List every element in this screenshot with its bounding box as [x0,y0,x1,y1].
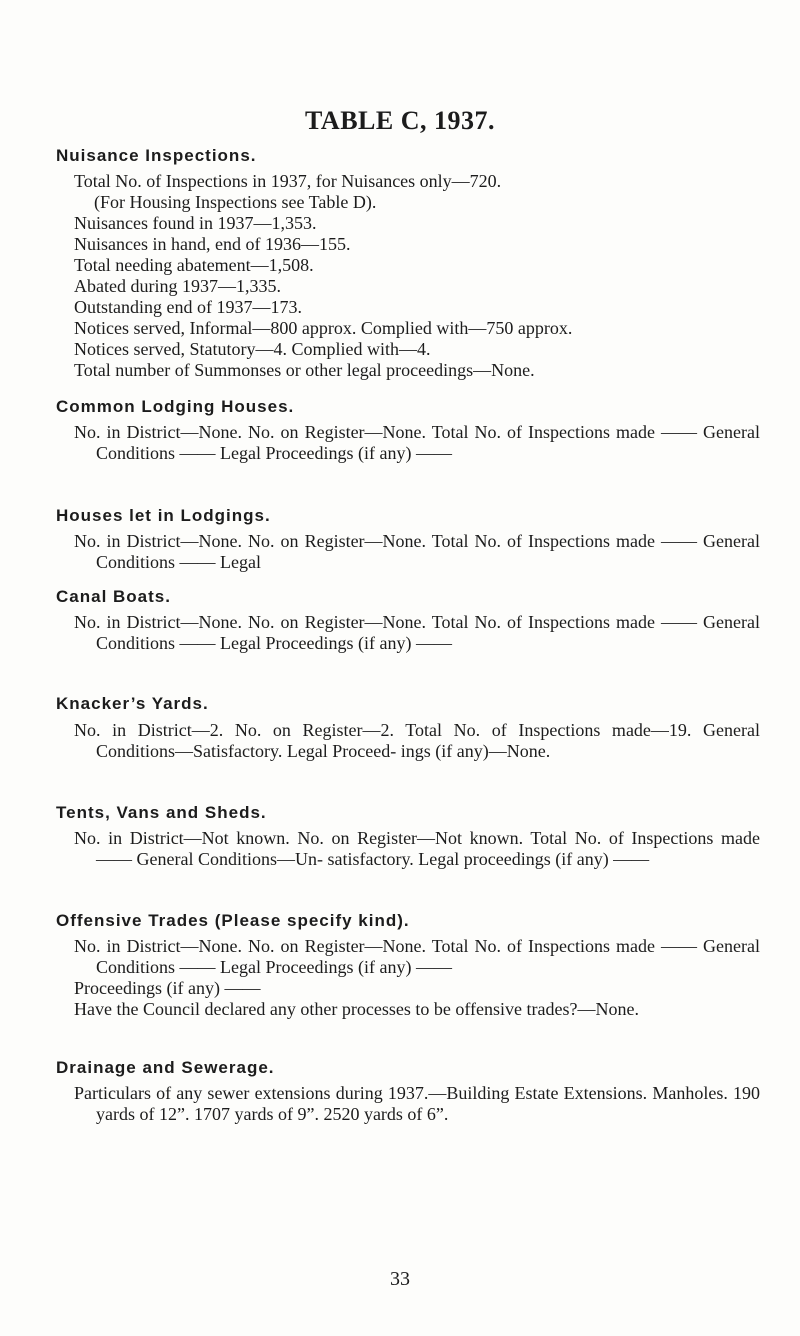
canal-boats-paragraph: No. in District—None. No. on Register—None. Total No. of Inspections made —— General Conditions —— Legal Proceedings (if any) —— [74,612,760,653]
knackers-yards-paragraph: No. in District—2. No. on Register—2. Total No. of Inspections made—19. General Conditions—Satisfactory. Legal Proceed- ings (if any)—None. [74,720,760,761]
page-title: TABLE C, 1937. [305,106,495,135]
canal-boats-block [74,612,760,654]
offensive-trades-block [74,936,760,1020]
page-number: 33 [390,1268,410,1290]
heading-drainage-sewerage: Drainage and Sewerage. [56,1058,275,1077]
heading-offensive-trades: Offensive Trades (Please specify kind). [56,911,410,930]
offensive-trades-extra-line: Have the Council declared any other processes to be offensive trades?—None. [74,999,639,1019]
nuisance-line: Total needing abatement—1,508. [74,255,314,275]
nuisance-inspections-block [74,171,760,381]
houses-let-paragraph: No. in District—None. No. on Register—None. Total No. of Inspections made —— General Conditions —— Legal [74,531,760,572]
nuisance-line: Nuisances in hand, end of 1936—155. [74,234,351,254]
nuisance-line: Total number of Summonses or other legal proceedings—None. [74,360,535,380]
drainage-sewerage-paragraph: Particulars of any sewer extensions during 1937.—Building Estate Extensions. Manholes. 190 yards of 12”. 1707 yards of 9”. 2520 yards of 6”. [74,1083,760,1124]
houses-let-block [74,531,760,573]
heading-knackers-yards: Knacker’s Yards. [56,694,209,713]
tents-vans-sheds-paragraph: No. in District—Not known. No. on Register—Not known. Total No. of Inspections made —— General Conditions—Un- satisfactory. Legal proceedings (if any) —— [74,828,760,869]
heading-houses-let-in-lodgings: Houses let in Lodgings. [56,506,271,525]
heading-nuisance-inspections: Nuisance Inspections. [56,146,257,165]
nuisance-line: Abated during 1937—1,335. [74,276,281,296]
knackers-yards-block [74,720,760,762]
nuisance-line: Notices served, Informal—800 approx. Complied with—750 approx. [74,318,573,338]
nuisance-line: Outstanding end of 1937—173. [74,297,302,317]
nuisance-line: Nuisances found in 1937—1,353. [74,213,317,233]
tents-vans-sheds-block [74,828,760,870]
heading-canal-boats: Canal Boats. [56,587,171,606]
nuisance-line: Total No. of Inspections in 1937, for Nuisances only—720. [74,171,502,191]
heading-common-lodging-houses: Common Lodging Houses. [56,397,295,416]
common-lodging-paragraph: No. in District—None. No. on Register—None. Total No. of Inspections made —— General Conditions —— Legal Proceedings (if any) —— [74,422,760,463]
heading-tents-vans-sheds: Tents, Vans and Sheds. [56,803,267,822]
drainage-sewerage-block [74,1083,760,1125]
nuisance-line: Notices served, Statutory—4. Complied with—4. [74,339,431,359]
common-lodging-houses-block [74,422,760,464]
offensive-trades-paragraph: No. in District—None. No. on Register—None. Total No. of Inspections made —— General Conditions —— Legal Proceedings (if any) —— [74,936,760,977]
nuisance-line: (For Housing Inspections see Table D). [94,192,377,212]
offensive-trades-extra-line: Proceedings (if any) —— [74,978,261,998]
